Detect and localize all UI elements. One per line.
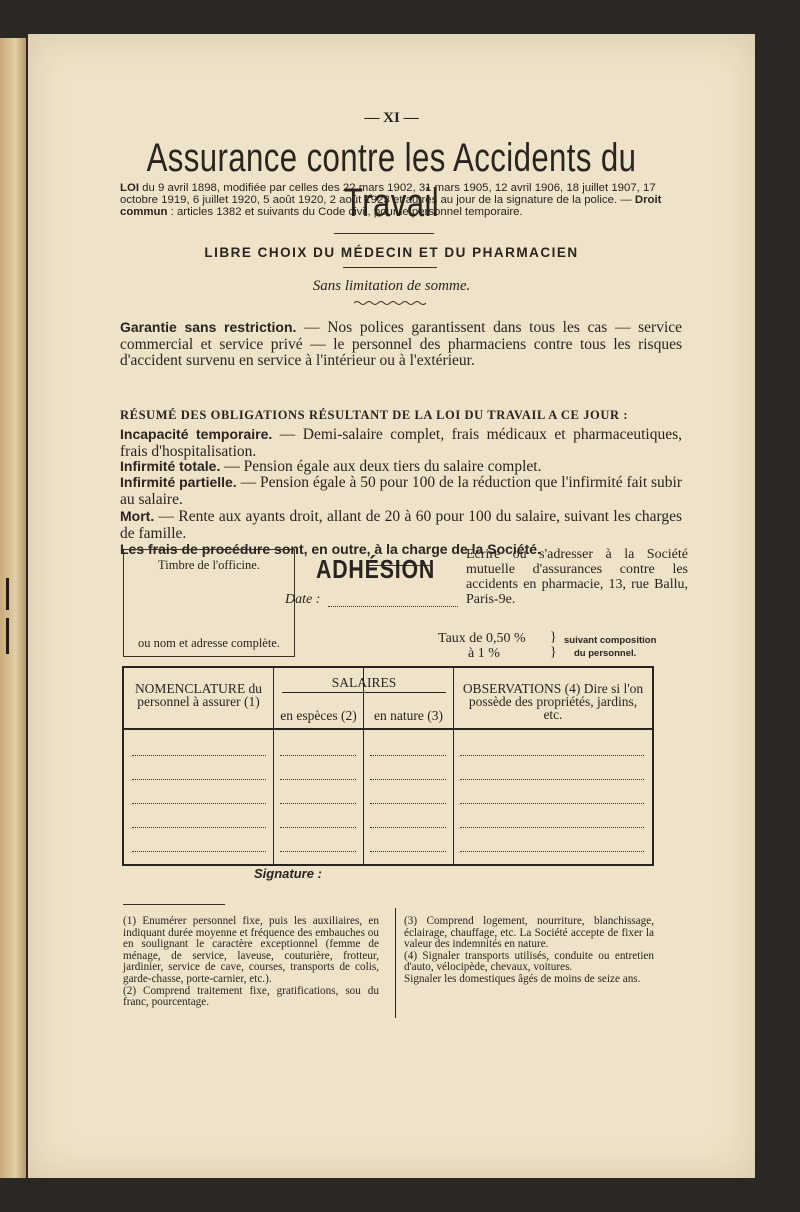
previous-page-edge <box>0 38 26 1178</box>
entry-line[interactable] <box>132 754 266 756</box>
obligation-text: — Rente aux ayants droit, allant de 20 à 60 pour 100 du salaire, suivant les charges de famille. <box>120 508 682 542</box>
loi-text: du 9 avril 1898, modifiée par celles des 22 mars 1902, 31 mars 1905, 12 avril 1906, 18 juillet 1907, 17 octobre 1919, 6 juillet 1920, 5 août 1920, 2 août 1923 et autres au jour de la signature de la police. — <box>120 182 656 206</box>
footnote-column-divider <box>395 908 396 1018</box>
footnotes-left <box>123 916 379 1009</box>
adhesion-heading: ADHÉSION <box>316 554 436 584</box>
obligation-item <box>120 474 682 508</box>
entry-line[interactable] <box>460 754 644 756</box>
divider <box>334 233 434 234</box>
obligation-lead: Mort. <box>120 508 155 524</box>
date-field[interactable] <box>328 606 458 607</box>
obligation-lead: Infirmité partielle. <box>120 474 237 490</box>
footnote-rule <box>123 904 225 905</box>
divider <box>343 267 437 268</box>
obligation-item <box>120 508 682 542</box>
nature-header: en nature (3) <box>374 708 443 723</box>
stamp-label: Timbre de l'officine. <box>158 558 260 572</box>
entry-line[interactable] <box>280 778 356 780</box>
entry-line[interactable] <box>280 826 356 828</box>
entry-line[interactable] <box>460 802 644 804</box>
obligation-text: — Demi-salaire complet, frais médicaux et pharmaceutiques, frais d'hospitalisation. <box>120 426 682 460</box>
loi-paragraph <box>120 182 682 218</box>
entry-line[interactable] <box>132 826 266 828</box>
footnote: (2) Comprend traitement fixe, gratifications, sou du franc, pourcentage. <box>123 984 379 1009</box>
obligation-lead: Incapacité temporaire. <box>120 426 273 442</box>
rate-condition-line: suivant composition <box>564 635 657 646</box>
droit-commun-label: Droit commun <box>120 194 662 218</box>
garantie-text: — Nos polices garantissent dans tous les cas — service commercial et service privé — le personnel des pharmaciens contre tous les risques d'accident survenu en service à l'intérieur ou à l'extérieur. <box>120 319 683 369</box>
obligation-lead: Infirmité totale. <box>120 458 221 474</box>
garantie-paragraph <box>120 319 682 370</box>
footnote: (1) Enumérer personnel fixe, puis les auxiliaires, en indiquant durée moyenne et fréquence des embauches ou en soulignant le caractère exceptionnel (femme de ménage, de service, laveuse, couturière, frotteur, jardinier, service de cave, courses, transports de colis, garde-chasse, porte-carnier, etc.). <box>123 915 379 985</box>
brace-glyph: } } <box>550 630 557 660</box>
obligation-text: — Pension égale à 50 pour 100 de la réduction que l'infirmité fait subir au salaire. <box>120 474 682 508</box>
rate-text <box>438 631 526 661</box>
entry-line[interactable] <box>460 826 644 828</box>
rate-condition-line: du personnel. <box>574 648 637 659</box>
personnel-table <box>122 666 654 866</box>
rate-line: à 1 % <box>468 646 500 661</box>
entry-line[interactable] <box>132 802 266 804</box>
footnote: Signaler les domestiques âgés de moins de seize ans. <box>404 972 641 985</box>
entry-line[interactable] <box>370 802 446 804</box>
loi-label: LOI <box>120 182 139 194</box>
salaires-divider <box>282 692 446 693</box>
binding-clip <box>6 618 9 654</box>
footnotes-right <box>404 916 654 986</box>
entry-line[interactable] <box>280 802 356 804</box>
contact-address: Ecrire ou s'adresser à la Société mutuelle d'assurances contre les accidents en pharmacie, 13, rue Ballu, Paris-9e. <box>466 547 688 607</box>
libre-choix-heading: LIBRE CHOIX DU MÉDECIN ET DU PHARMACIEN <box>204 245 579 260</box>
table-column <box>273 668 364 864</box>
header-divider <box>124 728 652 730</box>
obligation-item <box>120 458 682 476</box>
obligation-text: — Pension égale aux deux tiers du salaire complet. <box>220 458 542 475</box>
frais-statement: Les frais de procédure sont, en outre, à la charge de la Société. <box>120 541 541 557</box>
wavy-divider <box>354 300 426 306</box>
entry-line[interactable] <box>460 778 644 780</box>
garantie-lead: Garantie sans restriction. <box>120 319 297 335</box>
obligation-item <box>120 426 682 460</box>
pharmacy-stamp-box[interactable] <box>123 549 295 657</box>
resume-heading: RÉSUMÉ DES OBLIGATIONS RÉSULTANT DE LA LOI DU TRAVAIL A CE JOUR : <box>120 408 629 422</box>
entry-line[interactable] <box>132 778 266 780</box>
document-page <box>28 34 755 1178</box>
date-label: Date : <box>285 592 321 607</box>
table-column <box>363 668 454 864</box>
entry-line[interactable] <box>370 850 446 852</box>
salaires-header: SALAIRES <box>331 675 397 690</box>
especes-header: en espèces (2) <box>280 708 357 723</box>
sans-limitation: Sans limitation de somme. <box>312 278 471 294</box>
page-title: Assurance contre les Accidents du Travail <box>146 136 637 225</box>
rate-line: Taux de 0,50 % <box>438 631 526 646</box>
droit-commun-text: : articles 1382 et suivants du Code civil, pour le personnel temporaire. <box>167 206 523 218</box>
entry-line[interactable] <box>460 850 644 852</box>
page-number: — XI — <box>364 110 419 126</box>
binding-clip <box>6 578 9 610</box>
entry-line[interactable] <box>280 850 356 852</box>
observations-header: OBSERVATIONS (4) Dire si l'on possède des propriétés, jardins, etc. <box>462 681 644 722</box>
entry-line[interactable] <box>370 826 446 828</box>
entry-line[interactable] <box>370 754 446 756</box>
rate-condition <box>564 634 656 660</box>
entry-line[interactable] <box>280 754 356 756</box>
signature-label: Signature : <box>254 866 322 881</box>
entry-line[interactable] <box>370 778 446 780</box>
footnote: (3) Comprend logement, nourriture, blanchissage, éclairage, chauffage, etc. La Société accepte de fixer la valeur des indemnités en nature. <box>404 915 654 951</box>
nomenclature-header: NOMENCLATURE du personnel à assurer (1) <box>134 681 263 709</box>
address-label: ou nom et adresse complète. <box>138 636 280 650</box>
footnote: (4) Signaler transports utilisés, conduite ou entretien d'auto, vélocipède, chevaux, voitures. <box>404 949 654 974</box>
entry-line[interactable] <box>132 850 266 852</box>
